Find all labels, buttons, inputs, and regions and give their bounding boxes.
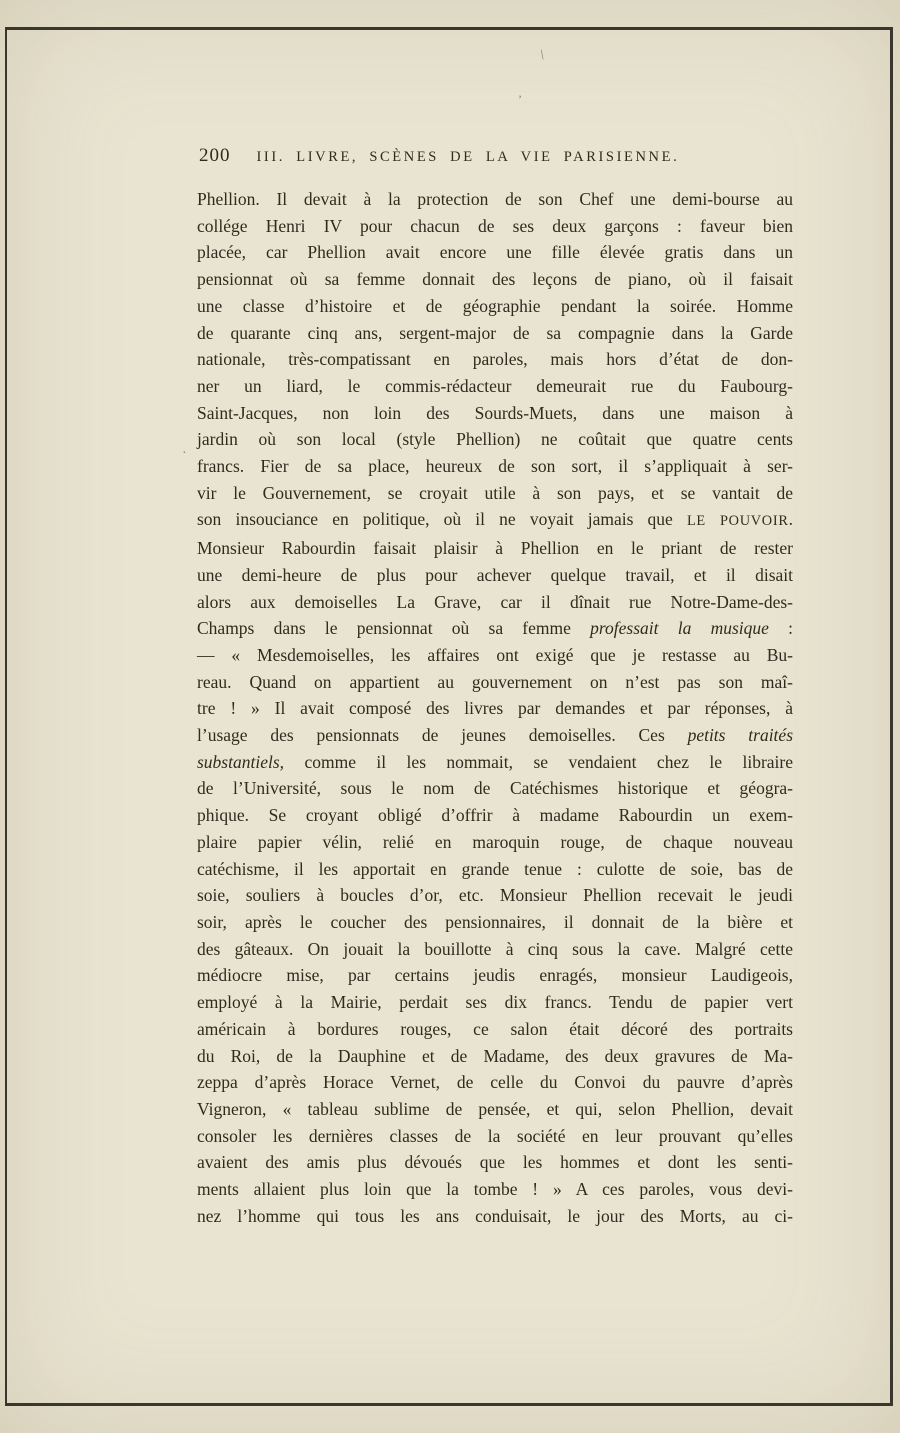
small-caps-text: LE POUVOIR [686, 513, 789, 530]
text-line [197, 1096, 793, 1123]
plain-text: médiocre mise, par certains jeudis enragés, monsieur Laudigeois, [197, 965, 793, 986]
text-line [197, 346, 793, 373]
scan-artifact: · [182, 446, 187, 461]
text-line [197, 989, 793, 1016]
text-line [197, 426, 793, 453]
text-line [197, 535, 793, 562]
plain-text: de quarante cinq ans, sergent-major de sa compagnie dans la Garde [197, 322, 793, 343]
scan-artifact: ’ [518, 92, 522, 106]
plain-text: Saint-Jacques, non loin des Sourds-Muets, dans une maison à [197, 402, 793, 423]
plain-text: des gâteaux. On jouait la bouillotte à cinq sous la cave. Malgré cette [197, 938, 793, 959]
plain-text: Champs dans le pensionnat où sa femme [197, 618, 591, 639]
plain-text: de l’Université, sous le nom de Catéchismes historique et géogra- [197, 778, 793, 799]
plain-text: une demi-heure de plus pour achever quelque travail, et il disait [197, 564, 793, 585]
plain-text: francs. Fier de sa place, heureux de son sort, il s’appliquait à ser- [197, 456, 793, 477]
text-line [197, 882, 793, 909]
plain-text: employé à la Mairie, perdait ses dix francs. Tendu de papier vert [197, 992, 793, 1013]
page-header [199, 145, 795, 167]
plain-text: ner un liard, le commis-rédacteur demeurait rue du Faubourg- [197, 375, 793, 396]
text-line [197, 1203, 793, 1230]
plain-text: son insouciance en politique, où il ne voyait jamais que [197, 509, 687, 530]
plain-text: consoler les dernières classes de la société en leur prouvant qu’elles [197, 1125, 793, 1146]
text-line [197, 320, 793, 347]
text-line [197, 293, 793, 320]
text-line [197, 562, 793, 589]
text-line [197, 213, 793, 240]
text-line [197, 1069, 793, 1096]
plain-text: ments allaient plus loin que la tombe ! » A ces paroles, vous devi- [197, 1179, 793, 1200]
plain-text: catéchisme, il les apportait en grande tenue : culotte de soie, bas de [197, 858, 793, 879]
text-line [197, 669, 793, 696]
plain-text: l’usage des pensionnats de jeunes demoiselles. Ces [197, 725, 688, 746]
plain-text: reau. Quand on appartient au gouvernement on n’est pas son maî- [197, 671, 793, 692]
plain-text: soir, après le coucher des pensionnaires, il donnait de la bière et [197, 911, 793, 932]
page-number: 200 [199, 145, 231, 166]
text-line [197, 1123, 793, 1150]
text-line [197, 589, 793, 616]
text-line [197, 1149, 793, 1176]
plain-text: avaient des amis plus dévoués que les hommes et dont les senti- [197, 1152, 793, 1173]
plain-text: tre ! » Il avait composé des livres par demandes et par réponses, à [197, 698, 793, 719]
plain-text: Phellion. Il devait à la protection de son Chef une demi-bourse au [197, 189, 793, 209]
text-line [197, 722, 793, 749]
text-line [197, 186, 793, 213]
text-line [197, 506, 793, 535]
plain-text: jardin où son local (style Phellion) ne coûtait que quatre cents [197, 429, 793, 450]
text-line [197, 695, 793, 722]
italic-text: professait la musique [590, 618, 769, 639]
plain-text: Monsieur Rabourdin faisait plaisir à Phellion en le priant de rester [197, 538, 793, 559]
plain-text: nationale, très-compatissant en paroles, mais hors d’état de don- [197, 349, 793, 370]
text-line [197, 642, 793, 669]
plain-text: — « Mesdemoiselles, les affaires ont exigé que je restasse au Bu- [197, 644, 793, 665]
plain-text: phique. Se croyant obligé d’offrir à madame Rabourdin un exem- [197, 805, 793, 826]
italic-text: substantiels, [197, 751, 285, 772]
text-line [197, 749, 793, 776]
text-line [197, 962, 793, 989]
plain-text: une classe d’histoire et de géographie pendant la soirée. Homme [197, 295, 793, 316]
text-line [197, 239, 793, 266]
plain-text: alors aux demoiselles La Grave, car il dînait rue Notre-Dame-des- [197, 591, 793, 612]
text-line [197, 615, 793, 642]
plain-text: soie, souliers à boucles d’or, etc. Monsieur Phellion recevait le jeudi [197, 885, 793, 906]
plain-text: nez l’homme qui tous les ans conduisait, le jour des Morts, au ci- [197, 1205, 793, 1226]
text-line [197, 1043, 793, 1070]
text-line [197, 453, 793, 480]
plain-text: collége Henri IV pour chacun de ses deux garçons : faveur bien [197, 215, 793, 236]
text-line [197, 1176, 793, 1203]
text-line [197, 373, 793, 400]
page-body [197, 186, 793, 1229]
text-line [197, 775, 793, 802]
text-line [197, 400, 793, 427]
plain-text: : [768, 618, 793, 639]
text-line [197, 856, 793, 883]
text-line [197, 909, 793, 936]
text-line [197, 266, 793, 293]
plain-text: . [788, 509, 793, 530]
plain-text: américain à bordures rouges, ce salon était décoré des portraits [197, 1018, 793, 1039]
text-line [197, 829, 793, 856]
plain-text: pensionnat où sa femme donnait des leçons de piano, où il faisait [197, 269, 793, 290]
plain-text: Vigneron, « tableau sublime de pensée, et qui, selon Phellion, devait [197, 1098, 793, 1119]
plain-text: vir le Gouvernement, se croyait utile à son pays, et se vantait de [197, 482, 793, 503]
plain-text: placée, car Phellion avait encore une fille élevée gratis dans un [197, 242, 793, 263]
plain-text: zeppa d’après Horace Vernet, de celle du Convoi du pauvre d’après [197, 1072, 793, 1093]
running-title: III. LIVRE, SCÈNES DE LA VIE PARISIENNE. [256, 149, 680, 165]
text-line [197, 1016, 793, 1043]
italic-text: petits traités [687, 725, 793, 746]
plain-text: comme il les nommait, se vendaient chez le libraire [284, 751, 793, 772]
text-line [197, 802, 793, 829]
plain-text: plaire papier vélin, relié en maroquin rouge, de chaque nouveau [197, 831, 793, 852]
text-line [197, 480, 793, 507]
plain-text: du Roi, de la Dauphine et de Madame, des deux gravures de Ma- [197, 1045, 793, 1066]
scan-artifact: \ [539, 47, 545, 64]
text-line [197, 936, 793, 963]
